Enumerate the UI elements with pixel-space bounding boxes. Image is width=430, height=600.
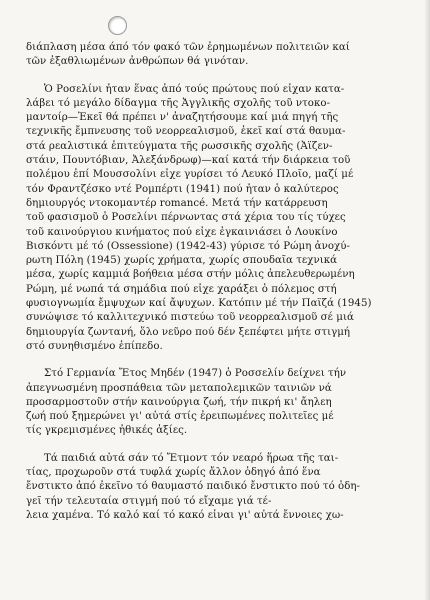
text-line: μαντοίρ—Ἐκεῖ θά πρέπει ν' ἀναζητήσουμε καί μιά πηγή τῆς xyxy=(26,112,339,124)
text-line: ἔνστικτο ἀπό ἐκεῖνο τό θαυμαστό παιδικό ἔνστικτο πού τό ὁδη- xyxy=(26,481,361,493)
text-line: ἀπεγνωσμένη προσπάθεια τῶν μεταπολεμικῶν ταινιῶν νά xyxy=(26,382,332,394)
text-line: διάπλαση μέσα άπό τόν φακό τῶν ἐρημωμένων πολιτειῶν καί xyxy=(26,42,350,53)
text-line: στό συνηθισμένο ἐπίπεδο. xyxy=(26,340,163,352)
punch-hole xyxy=(108,16,127,35)
page-edge-shadow xyxy=(424,0,430,600)
text-line: λεια χαμένα. Τό καλό καί τό κακό εἶναι γι' αὐτά ἔννοιες χω- xyxy=(26,509,344,521)
text-line: τῶν ἐξαθλιωμένων ἀνθρώπων θά γινόταν. xyxy=(26,56,249,68)
text-line: συνώψισε τό καλλιτεχνικό πιστεύω τοῦ νεορρεαλισμοῦ σέ μιά xyxy=(26,312,354,324)
paragraph-1 xyxy=(26,41,409,70)
text-line: τόν Φραντζέσκο ντέ Ρομπέρτι (1941) πού ἦταν ὁ καλύτερος xyxy=(26,183,339,195)
text-line: φυσιογνωμία ἔμψυχων καί ἄψυχων. Κατόπιν μέ τήν Παϊζά (1945) xyxy=(26,298,372,310)
text-line: δημιουργός ντοκομαντέρ romancé. Μετά τήν κατάρρευση xyxy=(26,197,328,209)
text-line: Ρώμη, μέ νωπά τά σημάδια πού εἶχε χαράξει ὁ πόλεμος στή xyxy=(26,283,337,295)
paragraph-4 xyxy=(26,452,409,523)
paragraph-3 xyxy=(26,367,409,438)
text-line: λάβει τό μεγάλο δίδαγμα τῆς Ἀγγλικῆς σχολῆς τοῦ ντοκο- xyxy=(26,97,331,109)
text-line: πολέμου ἐπί Μουσσολίνι εἶχε γυρίσει τό Λευκό Πλοῖο, μαζί μέ xyxy=(26,169,354,181)
text-line: στά ρεαλιστικά ἐπιτεύγματα τῆς ρωσσικῆς σχολῆς (Ἀϊζεν- xyxy=(26,140,333,152)
text-line: στάιν, Πουντόβιαν, Ἀλεξάνδρωφ)—καί κατά τήν διάρκεια τοῦ xyxy=(26,155,351,167)
text-line: ζωή πού ξημερώνει γι' αὐτά στίς ἐρειπωμένες πολιτεῖες μέ xyxy=(26,411,334,423)
text-line: τίς γκρεμισμένες ἠθικές ἀξίες. xyxy=(26,425,188,437)
text-line: τοῦ φασισμοῦ ὁ Ροσελίνι πέρνωντας στά χέρια του τίς τύχες xyxy=(26,212,346,224)
text-line: τοῦ καινούργιου κινήματος πού εἶχε ἐγκαινιάσει ὁ Λουκίνο xyxy=(26,226,338,238)
text-line: γεῖ τήν τελευταία στιγμή πού τό εἴχαμε γιά τέ- xyxy=(26,495,272,507)
text-line: δημιουργία ζωντανή, ὅλο νεῦρο πού δέν ξεπέφτει μήτε στιγμή xyxy=(26,326,351,338)
text-line: τίας, προχωροῦν στά τυφλά χωρίς ἄλλον ὁδηγό ἀπό ἕνα xyxy=(26,467,321,479)
text-line: Βισκόντι μέ τό (Ossessione) (1942-43) γύρισε τό Ρώμη ἀνοχύ- xyxy=(26,240,350,252)
paragraph-2 xyxy=(26,83,409,355)
text-line: ρωτη Πόλη (1945) χωρίς χρήματα, χωρίς σπουδαῖα τεχνικά xyxy=(26,255,338,267)
text-line: προσαρμοστοῦν στήν καινούργια ζωή, τήν πικρή κι' ἄηλεη xyxy=(26,396,332,408)
text-line: Ὁ Ροσελίνι ἦταν ἕνας ἀπό τούς πρώτους πού εἶχαν κατα- xyxy=(44,83,345,95)
text-line: μέσα, χωρίς καμμιά βοήθεια μέσα στήν μόλις ἀπελευθερωμένη xyxy=(26,269,355,281)
text-line: Στό Γερμανία Ἔτος Μηδέν (1947) ὁ Ροσσελίν δείχνει τήν xyxy=(44,368,347,380)
body-text xyxy=(26,41,409,523)
text-line: Τά παιδιά αὐτά σάν τό Ἔτμοντ τόν νεαρό ἥρωα τῆς ται- xyxy=(44,452,339,464)
text-line: τεχνικῆς ἔμπνευσης τοῦ νεορρεαλισμοῦ, ἐκεῖ καί στά θαυμα- xyxy=(26,126,346,138)
